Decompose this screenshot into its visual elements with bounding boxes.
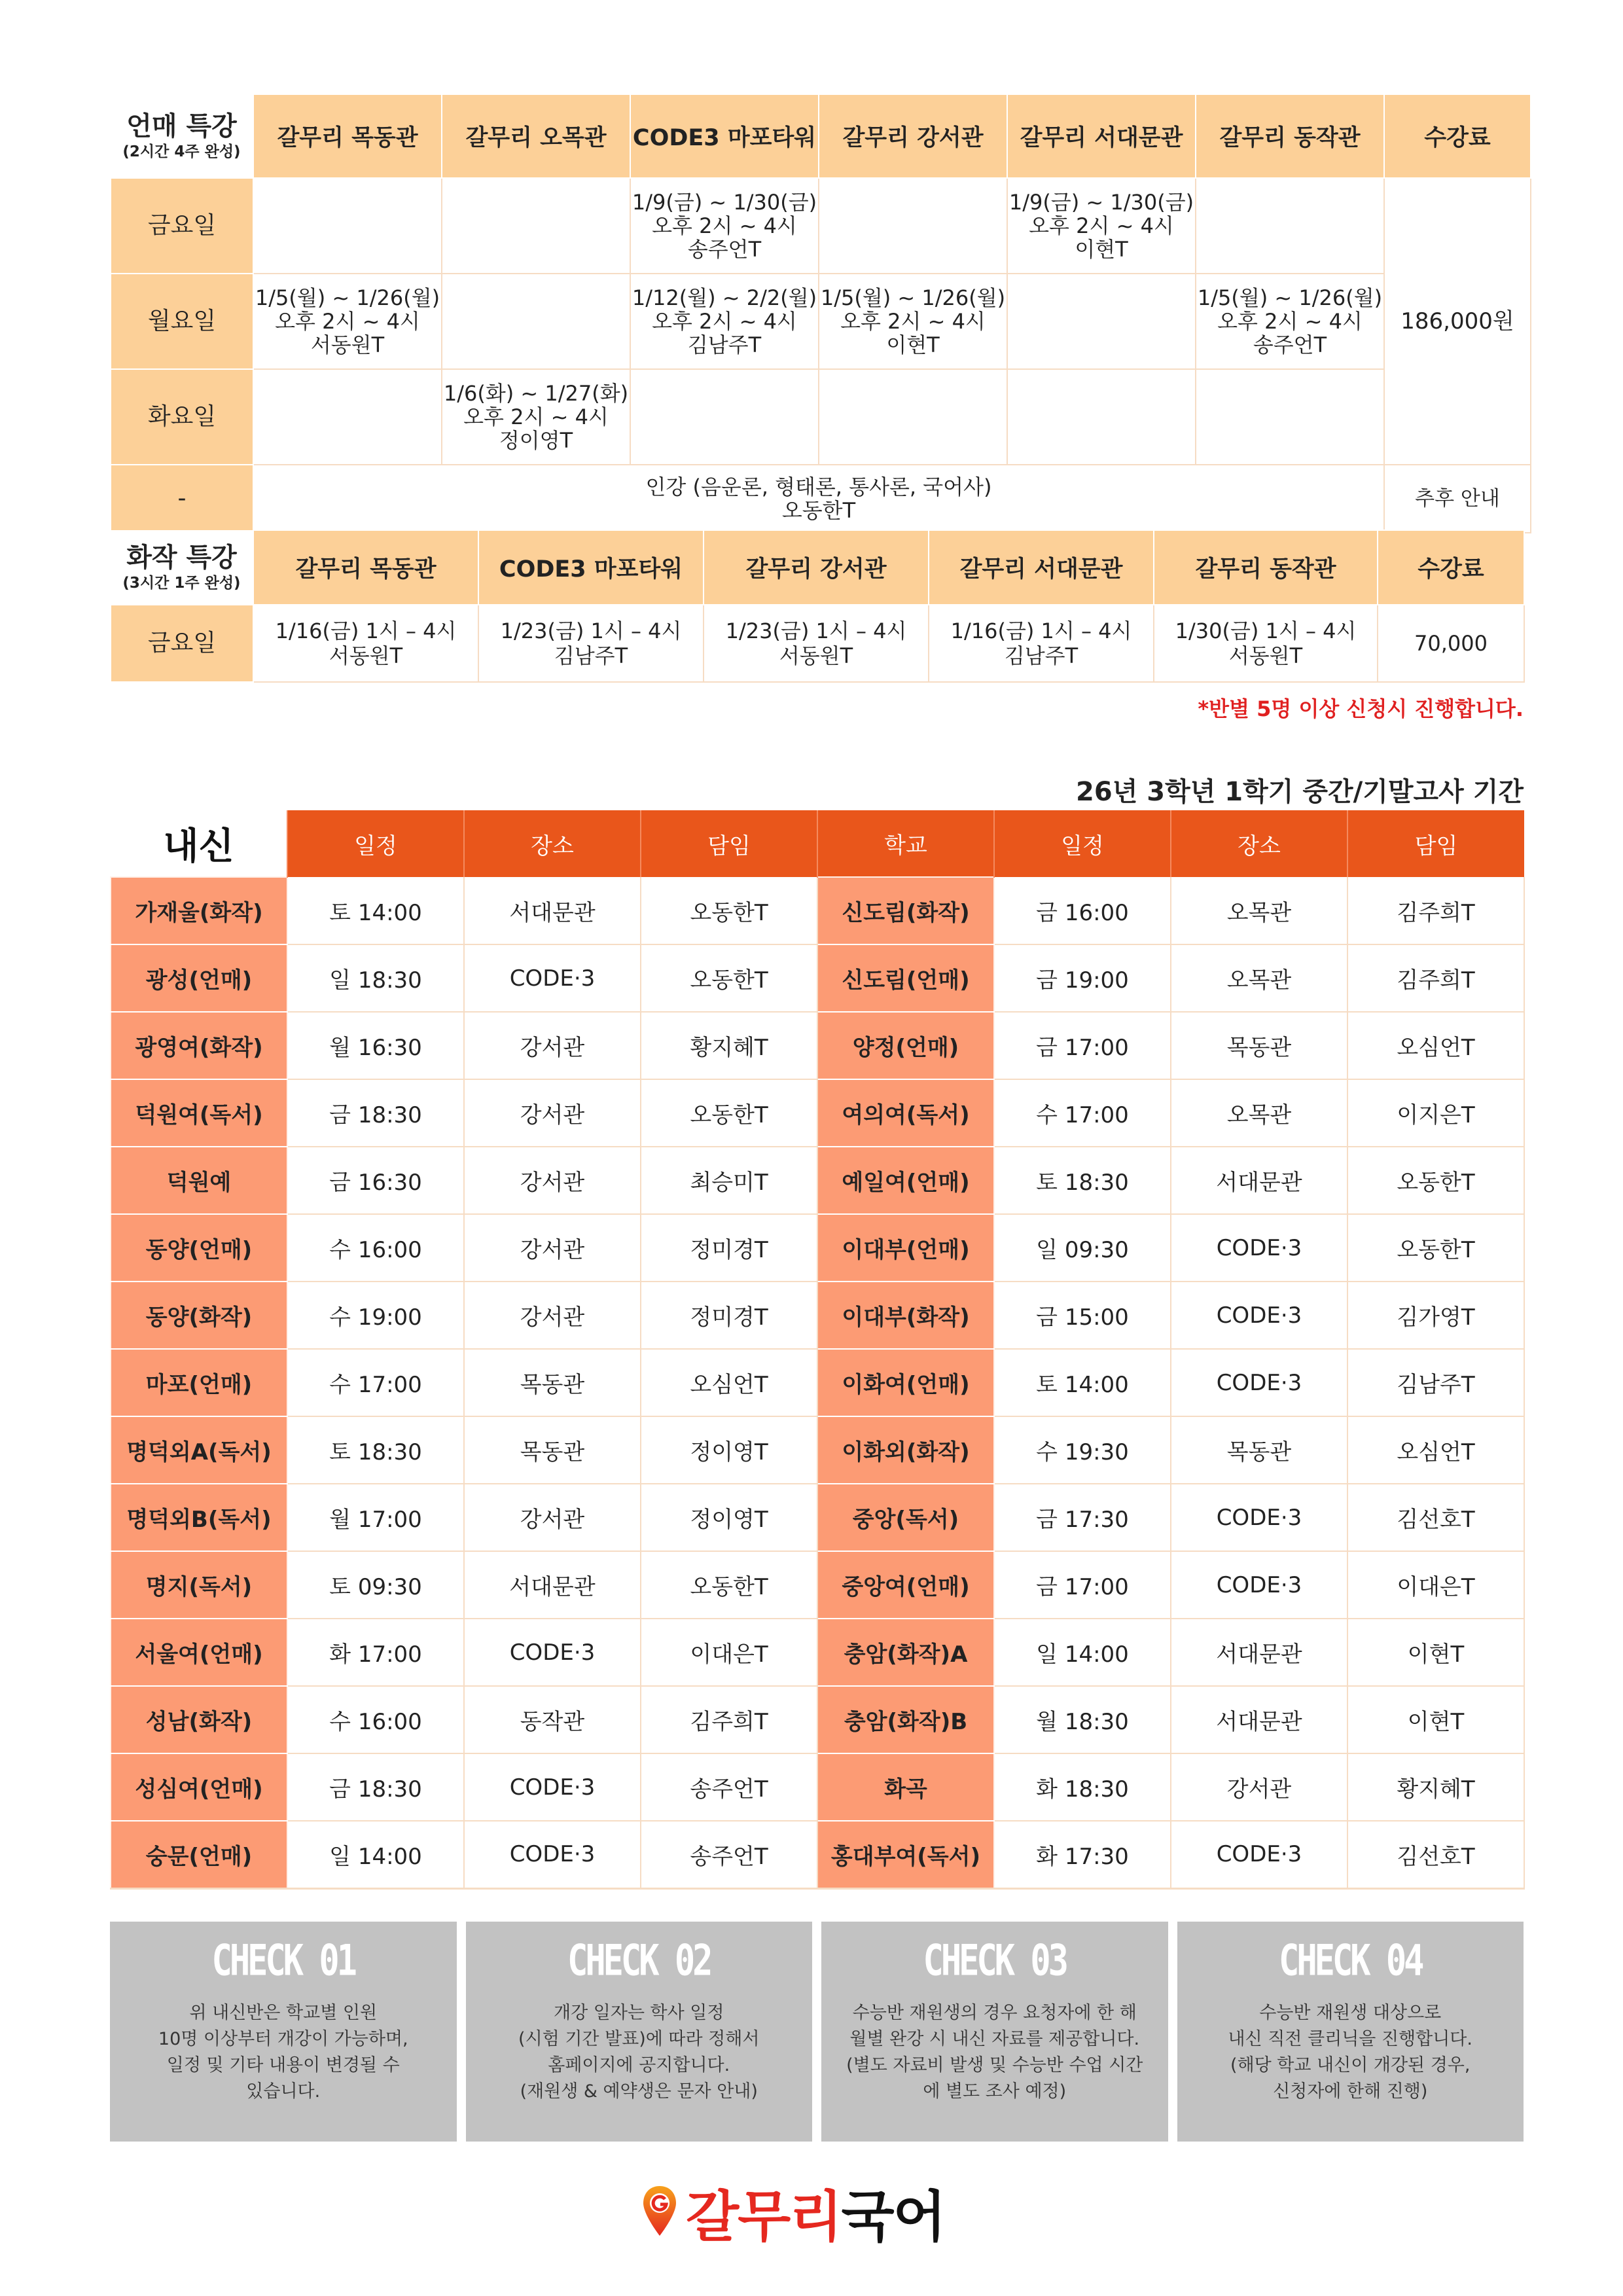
location: 목동관 (1171, 1416, 1347, 1484)
check-body: 수능반 재원생의 경우 요청자에 한 해 월별 완강 시 내신 자료를 제공합니다. (별도 자료비 발생 및 수능반 수업 시간 에 별도 조사 예정) (846, 2003, 1143, 2102)
branch-header: 갈무리 목동관 (253, 94, 442, 178)
teacher: 정미경T (641, 1282, 817, 1349)
exam-schedule: 금 16:30 (287, 1147, 464, 1214)
location: 서대문관 (1171, 1619, 1347, 1686)
school-name: 이화외(화작) (817, 1416, 994, 1484)
exam-schedule: 수 19:30 (994, 1416, 1171, 1484)
location: 목동관 (464, 1349, 641, 1416)
teacher: 이대은T (641, 1619, 817, 1686)
schedule-cell (253, 178, 442, 274)
logo-text: 갈무리국어 (686, 2185, 945, 2249)
online-row (111, 465, 1531, 533)
exam-schedule: 일 14:00 (287, 1821, 464, 1888)
table-row (111, 369, 1531, 465)
exam-schedule: 월 18:30 (994, 1686, 1171, 1753)
exam-schedule: 토 14:00 (287, 877, 464, 944)
location: CODE·3 (464, 1753, 641, 1821)
check-box (821, 1922, 1168, 2142)
schedule-cell: 1/12(월) ~ 2/2(월) 오후 2시 ~ 4시 김남주T (630, 274, 819, 369)
school-name: 마포(언매) (111, 1349, 287, 1416)
schedule-cell (442, 178, 630, 274)
table-row (111, 944, 1524, 1012)
hwajak-special-table (110, 529, 1525, 683)
exam-schedule: 수 17:00 (287, 1349, 464, 1416)
location: 강서관 (464, 1484, 641, 1551)
fee-header: 수강료 (1384, 94, 1531, 178)
naesin-title: 내신 (111, 810, 287, 877)
unmae-special-title: 언매 특강 (2시간 4주 완성) (111, 94, 253, 178)
naesin-header-row (111, 810, 1524, 877)
teacher: 최승미T (641, 1147, 817, 1214)
exam-schedule: 수 19:00 (287, 1282, 464, 1349)
location: CODE·3 (1171, 1349, 1347, 1416)
school-name: 신도림(화작) (817, 877, 994, 944)
check-title: CHECK 03 (923, 1936, 1066, 1986)
location: CODE·3 (464, 1821, 641, 1888)
location: CODE·3 (1171, 1282, 1347, 1349)
column-header: 장소 (464, 810, 641, 877)
school-name: 덕원여(독서) (111, 1079, 287, 1147)
exam-period-title: 26년 3학년 1학기 중간/기말고사 기간 (1076, 777, 1524, 807)
exam-schedule: 금 19:00 (994, 944, 1171, 1012)
location-pin-g-icon (641, 2183, 678, 2242)
column-header: 담임 (641, 810, 817, 877)
schedule-cell (819, 369, 1007, 465)
location: CODE·3 (1171, 1821, 1347, 1888)
teacher: 송주언T (641, 1821, 817, 1888)
check-box (110, 1922, 457, 2142)
school-name: 중앙(독서) (817, 1484, 994, 1551)
teacher: 김선호T (1347, 1821, 1524, 1888)
column-header: 장소 (1171, 810, 1347, 877)
day-label: 월요일 (111, 274, 253, 369)
table-row (111, 274, 1531, 369)
school-name: 홍대부여(독서) (817, 1821, 994, 1888)
exam-schedule: 수 16:00 (287, 1214, 464, 1282)
school-name: 충암(화작)B (817, 1686, 994, 1753)
teacher: 김주희T (641, 1686, 817, 1753)
check-body: 개강 일자는 학사 일정 (시험 기간 발표)에 따라 정해서 홈페이지에 공지합니다. (재원생 & 예약생은 문자 안내) (518, 2003, 760, 2102)
column-header: 일정 (287, 810, 464, 877)
schedule-cell (442, 274, 630, 369)
check-box (466, 1922, 813, 2142)
minimum-enrollment-note: *반별 5명 이상 신청시 진행합니다. (1198, 696, 1524, 721)
schedule-cell (819, 178, 1007, 274)
day-label: 금요일 (111, 605, 253, 682)
location: CODE·3 (464, 944, 641, 1012)
location: 서대문관 (464, 1551, 641, 1619)
exam-schedule: 화 17:30 (994, 1821, 1171, 1888)
exam-schedule: 금 17:30 (994, 1484, 1171, 1551)
teacher: 오심언T (641, 1349, 817, 1416)
brand-logo (641, 2173, 945, 2252)
teacher: 김주희T (1347, 877, 1524, 944)
table-row (111, 1012, 1524, 1079)
exam-schedule: 일 14:00 (994, 1619, 1171, 1686)
teacher: 오동한T (641, 1551, 817, 1619)
teacher: 황지혜T (1347, 1753, 1524, 1821)
school-name: 숭문(언매) (111, 1821, 287, 1888)
branch-header: 갈무리 목동관 (253, 530, 478, 605)
teacher: 이현T (1347, 1686, 1524, 1753)
school-name: 동양(화작) (111, 1282, 287, 1349)
teacher: 이지은T (1347, 1079, 1524, 1147)
school-name: 이화여(언매) (817, 1349, 994, 1416)
exam-schedule: 수 16:00 (287, 1686, 464, 1753)
location: 강서관 (464, 1147, 641, 1214)
exam-schedule: 월 16:30 (287, 1012, 464, 1079)
exam-schedule: 화 18:30 (994, 1753, 1171, 1821)
teacher: 김선호T (1347, 1484, 1524, 1551)
unmae-special-table (110, 94, 1531, 533)
school-name: 충암(화작)A (817, 1619, 994, 1686)
location: CODE·3 (1171, 1214, 1347, 1282)
exam-schedule: 토 09:30 (287, 1551, 464, 1619)
school-name: 명덕외B(독서) (111, 1484, 287, 1551)
day-label: 금요일 (111, 178, 253, 274)
schedule-cell (253, 369, 442, 465)
exam-schedule: 수 17:00 (994, 1079, 1171, 1147)
table-row (111, 1686, 1524, 1753)
school-name: 성남(화작) (111, 1686, 287, 1753)
schedule-cell: 1/5(월) ~ 1/26(월) 오후 2시 ~ 4시 서동원T (253, 274, 442, 369)
teacher: 정이영T (641, 1484, 817, 1551)
schedule-cell (1007, 369, 1196, 465)
exam-schedule: 월 17:00 (287, 1484, 464, 1551)
schedule-cell (1196, 178, 1384, 274)
exam-schedule: 금 17:00 (994, 1551, 1171, 1619)
exam-schedule: 토 14:00 (994, 1349, 1171, 1416)
exam-schedule: 토 18:30 (994, 1147, 1171, 1214)
location: 서대문관 (1171, 1147, 1347, 1214)
schedule-cell: 1/5(월) ~ 1/26(월) 오후 2시 ~ 4시 송주언T (1196, 274, 1384, 369)
location: 강서관 (464, 1012, 641, 1079)
school-name: 여의여(독서) (817, 1079, 994, 1147)
school-name: 이대부(언매) (817, 1214, 994, 1282)
schedule-cell: 1/6(화) ~ 1/27(화) 오후 2시 ~ 4시 정이영T (442, 369, 630, 465)
fee-cell: 추후 안내 (1384, 465, 1531, 533)
column-header: 일정 (994, 810, 1171, 877)
school-name: 동양(언매) (111, 1214, 287, 1282)
location: 강서관 (464, 1079, 641, 1147)
exam-schedule: 금 15:00 (994, 1282, 1171, 1349)
school-name: 중앙여(언매) (817, 1551, 994, 1619)
location: 강서관 (464, 1282, 641, 1349)
location: 오목관 (1171, 1079, 1347, 1147)
teacher: 오동한T (1347, 1147, 1524, 1214)
schedule-cell: 1/16(금) 1시 – 4시 김남주T (929, 605, 1154, 682)
teacher: 정미경T (641, 1214, 817, 1282)
teacher: 김남주T (1347, 1349, 1524, 1416)
check-title: CHECK 01 (211, 1936, 355, 1986)
table-row (111, 1349, 1524, 1416)
hwajak-header-row (111, 530, 1524, 605)
teacher: 김주희T (1347, 944, 1524, 1012)
table-row (111, 1416, 1524, 1484)
table-row (111, 1214, 1524, 1282)
teacher: 오심언T (1347, 1416, 1524, 1484)
location: 강서관 (1171, 1753, 1347, 1821)
table-row (111, 1282, 1524, 1349)
exam-schedule: 금 18:30 (287, 1753, 464, 1821)
check-body: 위 내신반은 학교별 인원 10명 이상부터 개강이 가능하며, 일정 및 기타 내용이 변경될 수 있습니다. (158, 2003, 408, 2102)
fee-cell: 70,000 (1378, 605, 1524, 682)
teacher: 이현T (1347, 1619, 1524, 1686)
branch-header: 갈무리 동작관 (1196, 94, 1384, 178)
branch-header: 갈무리 서대문관 (929, 530, 1154, 605)
table-row (111, 1079, 1524, 1147)
location: 오목관 (1171, 877, 1347, 944)
day-label: - (111, 465, 253, 533)
schedule-cell (1196, 369, 1384, 465)
teacher: 오동한T (641, 944, 817, 1012)
school-name: 명덕외A(독서) (111, 1416, 287, 1484)
check-title: CHECK 02 (567, 1936, 711, 1986)
school-name: 가재울(화작) (111, 877, 287, 944)
school-name: 화곡 (817, 1753, 994, 1821)
day-label: 화요일 (111, 369, 253, 465)
schedule-cell: 1/9(금) ~ 1/30(금) 오후 2시 ~ 4시 송주언T (630, 178, 819, 274)
check-notices (110, 1922, 1524, 2142)
school-name: 서울여(언매) (111, 1619, 287, 1686)
table-row (111, 877, 1524, 944)
teacher: 정이영T (641, 1416, 817, 1484)
school-name: 이대부(화작) (817, 1282, 994, 1349)
location: CODE·3 (1171, 1484, 1347, 1551)
teacher: 오동한T (641, 877, 817, 944)
table-row (111, 605, 1524, 682)
location: 서대문관 (1171, 1686, 1347, 1753)
teacher: 오동한T (641, 1079, 817, 1147)
schedule-cell: 1/30(금) 1시 – 4시 서동원T (1154, 605, 1378, 682)
branch-header: 갈무리 강서관 (704, 530, 929, 605)
schedule-cell: 1/5(월) ~ 1/26(월) 오후 2시 ~ 4시 이현T (819, 274, 1007, 369)
branch-header: 갈무리 강서관 (819, 94, 1007, 178)
branch-header: 갈무리 동작관 (1154, 530, 1378, 605)
unmae-header-row (111, 94, 1531, 178)
check-title: CHECK 04 (1279, 1936, 1422, 1986)
exam-schedule: 금 17:00 (994, 1012, 1171, 1079)
schedule-cell: 1/23(금) 1시 – 4시 서동원T (704, 605, 929, 682)
fee-header: 수강료 (1378, 530, 1524, 605)
column-header: 학교 (817, 810, 994, 877)
location: CODE·3 (464, 1619, 641, 1686)
schedule-cell (1007, 274, 1196, 369)
table-row (111, 1551, 1524, 1619)
location: CODE·3 (1171, 1551, 1347, 1619)
hwajak-special-title: 화작 특강 (3시간 1주 완성) (111, 530, 253, 605)
exam-schedule: 금 18:30 (287, 1079, 464, 1147)
check-box (1177, 1922, 1524, 2142)
location: 강서관 (464, 1214, 641, 1282)
teacher: 이대은T (1347, 1551, 1524, 1619)
teacher: 황지혜T (641, 1012, 817, 1079)
branch-header: CODE3 마포타워 (478, 530, 704, 605)
location: 목동관 (1171, 1012, 1347, 1079)
schedule-cell (630, 369, 819, 465)
school-name: 양정(언매) (817, 1012, 994, 1079)
exam-schedule: 일 09:30 (994, 1214, 1171, 1282)
schedule-cell: 1/23(금) 1시 – 4시 김남주T (478, 605, 704, 682)
school-name: 성심여(언매) (111, 1753, 287, 1821)
table-row (111, 178, 1531, 274)
exam-schedule: 토 18:30 (287, 1416, 464, 1484)
exam-schedule: 일 18:30 (287, 944, 464, 1012)
location: 오목관 (1171, 944, 1347, 1012)
exam-schedule: 화 17:00 (287, 1619, 464, 1686)
table-row (111, 1821, 1524, 1888)
table-row (111, 1619, 1524, 1686)
schedule-cell: 1/9(금) ~ 1/30(금) 오후 2시 ~ 4시 이현T (1007, 178, 1196, 274)
teacher: 오심언T (1347, 1012, 1524, 1079)
school-name: 광영여(화작) (111, 1012, 287, 1079)
school-name: 신도림(언매) (817, 944, 994, 1012)
naesin-table (110, 810, 1525, 1890)
table-row (111, 1753, 1524, 1821)
column-header: 담임 (1347, 810, 1524, 877)
school-name: 명지(독서) (111, 1551, 287, 1619)
table-row (111, 1147, 1524, 1214)
exam-schedule: 금 16:00 (994, 877, 1171, 944)
check-body: 수능반 재원생 대상으로 내신 직전 클리닉을 진행합니다. (해당 학교 내신이 개강된 경우, 신청자에 한해 진행) (1228, 2003, 1472, 2102)
branch-header: 갈무리 서대문관 (1007, 94, 1196, 178)
teacher: 오동한T (1347, 1214, 1524, 1282)
school-name: 덕원예 (111, 1147, 287, 1214)
school-name: 예일여(언매) (817, 1147, 994, 1214)
teacher: 김가영T (1347, 1282, 1524, 1349)
fee-cell: 186,000원 (1384, 178, 1531, 465)
teacher: 송주언T (641, 1753, 817, 1821)
schedule-cell: 1/16(금) 1시 – 4시 서동원T (253, 605, 478, 682)
online-lecture-cell: 인강 (음운론, 형태론, 통사론, 국어사) 오동한T (253, 465, 1384, 533)
location: 동작관 (464, 1686, 641, 1753)
branch-header: 갈무리 오목관 (442, 94, 630, 178)
table-row (111, 1484, 1524, 1551)
location: 서대문관 (464, 877, 641, 944)
branch-header: CODE3 마포타워 (630, 94, 819, 178)
school-name: 광성(언매) (111, 944, 287, 1012)
location: 목동관 (464, 1416, 641, 1484)
